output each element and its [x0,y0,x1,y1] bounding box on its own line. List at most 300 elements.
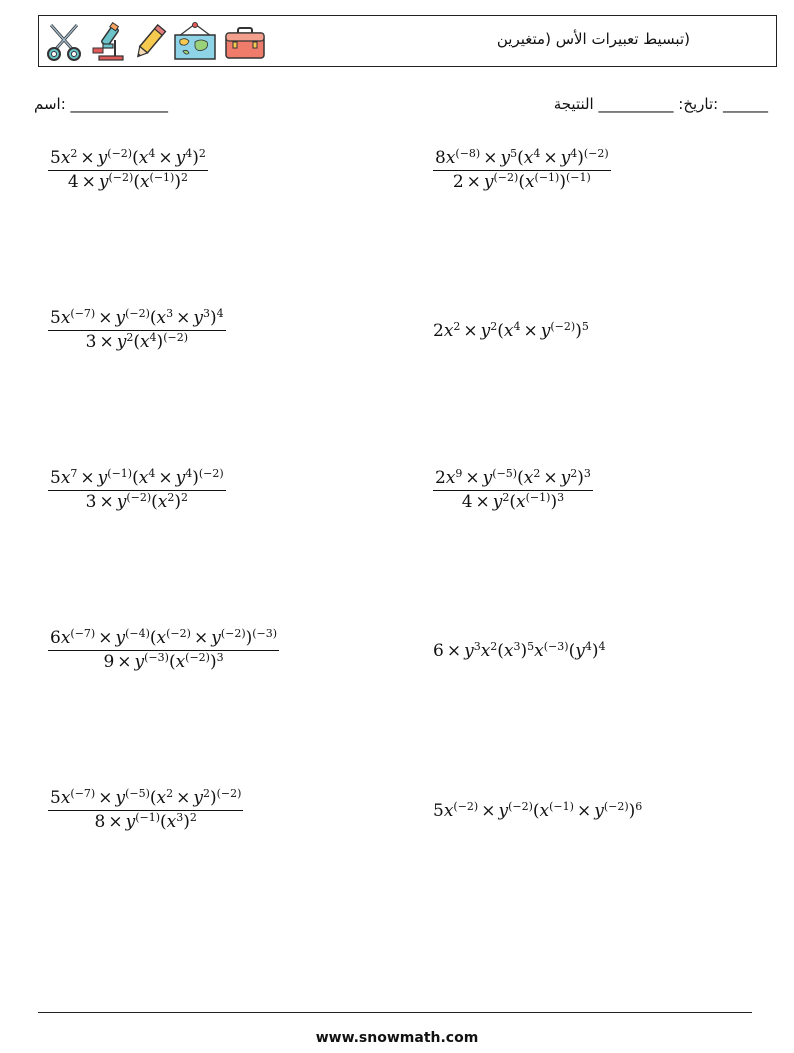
expression-term [169,652,210,672]
expression-term [210,652,224,672]
times-operator: × [158,468,173,488]
exponent: 2 [166,787,174,800]
exponent: 2 [189,811,197,824]
exponent: (−2) [583,147,609,160]
term-base: 9 [103,652,115,672]
term-base: (x [497,641,514,661]
expression-term [135,652,169,672]
expression-term [481,641,498,661]
expression-term [577,468,591,488]
term-base: 5x [50,308,71,328]
term-base: 2x [433,321,454,341]
expression-term [629,801,643,821]
term-base: ) [156,332,164,352]
exponent: 2 [490,640,498,653]
expression-term [509,492,550,512]
expression-term [435,148,480,168]
exponent: (−2) [108,171,134,184]
expression-term [183,812,197,832]
term-base: (x [518,172,535,192]
exponent: (−2) [107,147,133,160]
exponent: 2 [533,467,541,480]
expression-term [481,321,498,341]
expression-term [518,172,559,192]
numerator [433,147,611,171]
expression-term [453,172,464,192]
exponent: 4 [185,147,193,160]
exponent: 4 [149,331,157,344]
exponent: (−7) [70,307,96,320]
exponent: 2 [70,147,78,160]
exponent: (−2) [126,491,152,504]
term-base: (x [517,148,534,168]
fraction [48,307,226,352]
footer-divider [38,1012,752,1013]
term-base: y [464,641,474,661]
times-operator: × [99,492,114,512]
term-base: (x [168,652,186,672]
exponent: (−7) [70,787,96,800]
exponent: (−2) [220,627,246,640]
term-base: y [480,321,491,341]
term-base: (x [132,468,149,488]
expression-term [497,321,520,341]
term-base: y [483,172,494,192]
term-base: y [482,468,493,488]
exponent: (−3) [252,627,278,640]
term-base: ) [550,492,558,512]
numerator [48,627,279,651]
term-base: y [594,801,604,821]
exponent: (−4) [125,627,150,640]
expression-term [246,628,277,648]
times-operator: × [98,308,113,328]
term-base: ) [559,172,566,192]
term-base: 3 [85,332,97,352]
fraction [48,147,208,192]
term-base: y [115,308,126,328]
times-operator: × [108,812,123,832]
expression-term [533,801,574,821]
exponent: (−2) [198,467,224,480]
term-base: (x [132,148,149,168]
exponent: 7 [70,467,78,480]
problem-expression [433,641,605,661]
exponent: 2 [570,467,578,480]
exponent: (−3) [543,640,569,653]
expression-term [103,652,114,672]
date-score-label: ______ :تاريخ: __________ النتيجة [553,95,768,113]
term-base: (x [509,492,526,512]
times-operator: × [523,321,538,341]
expression-term [117,492,151,512]
term-base: 2 [452,172,464,192]
term-base: (x [497,321,514,341]
exponent: 2 [181,171,188,184]
expression-term [50,308,95,328]
expression-term [592,641,606,661]
scissors-icon [45,22,83,62]
numerator [48,467,226,491]
term-base: ) [183,812,190,832]
term-base: 4 [67,172,79,192]
times-operator: × [81,172,96,192]
expression-term [462,492,473,512]
exponent: 4 [185,467,193,480]
term-base: ) [210,788,217,808]
expression-term [176,148,193,168]
expression-term [541,321,575,341]
exponent: (−3) [144,651,169,664]
term-base: y [97,148,108,168]
exponent: 3 [216,651,224,664]
term-base: y [498,801,509,821]
exponent: 2 [453,320,461,333]
term-base: y [115,788,126,808]
expression-term [483,468,517,488]
expression-term [559,172,590,192]
term-base: (x [133,172,150,192]
exponent: 4 [533,147,541,160]
times-operator: × [463,321,478,341]
expression-term [484,172,518,192]
exponent: (−2) [185,651,210,664]
expression-term [133,172,174,192]
expression-term [517,468,540,488]
exponent: (−8) [455,147,481,160]
exponent: (−1) [135,811,161,824]
exponent: 4 [570,147,578,160]
times-operator: × [80,468,95,488]
term-base: x [534,641,544,661]
term-base: y [540,321,551,341]
term-base: (x [149,788,167,808]
expression-term [500,148,517,168]
expression-term [99,172,133,192]
numerator [48,787,243,811]
term-base: ) [591,641,599,661]
numerator [48,147,208,171]
expression-term [192,148,206,168]
term-base: 6 [433,641,444,661]
exponent: 3 [557,491,565,504]
problem-10 [433,800,643,821]
expression-term [98,148,132,168]
expression-term [126,812,160,832]
expression-term [50,628,95,648]
expression-term [498,801,532,821]
exponent: 5 [527,640,535,653]
problem-expression [433,321,589,341]
expression-term [98,468,132,488]
exponent: (−2) [550,320,576,333]
times-operator: × [158,148,173,168]
term-base: 5 [50,148,61,168]
fraction [48,467,226,512]
denominator [48,331,226,351]
expression-term [160,812,183,832]
expression-term [150,308,173,328]
term-base: (x [149,308,167,328]
exponent: (−1) [534,171,560,184]
expression-term [157,332,188,352]
term-base: 5x [50,468,71,488]
expression-term [534,641,568,661]
times-operator: × [475,492,490,512]
expression-term [493,492,510,512]
exponent: (−2) [453,800,479,813]
expression-term [550,492,564,512]
expression-term [50,788,95,808]
exponent: (−1) [149,171,175,184]
term-base: (x [532,801,550,821]
exponent: 3 [166,307,174,320]
expression-term [117,332,134,352]
expression-term [464,641,481,661]
expression-term [433,801,478,821]
exponent: 2 [198,147,206,160]
worksheet-header [38,15,777,67]
term-base: ) [174,492,181,512]
term-base: y [125,812,136,832]
expression-term [95,812,106,832]
times-operator: × [576,801,592,821]
denominator [433,171,611,191]
term-base: 8 [94,812,106,832]
term-base: 6x [50,628,71,648]
term-base: ) [209,652,217,672]
problem-9 [48,787,243,832]
term-base: ) [628,801,636,821]
exponent: (−5) [492,467,518,480]
term-base: 8x [435,148,456,168]
term-base: (y [568,641,585,661]
exponent: (−1) [549,800,574,813]
expression-term [193,308,210,328]
denominator [48,811,243,831]
expression-term [61,148,78,168]
term-base: ) [577,468,584,488]
times-operator: × [98,628,113,648]
briefcase-icon [223,22,267,62]
problem-3 [48,307,226,352]
term-base: y [116,492,127,512]
problem-7 [48,627,279,672]
expression-term [517,148,540,168]
expression-term [132,148,155,168]
expression-term [569,641,592,661]
exponent: (−7) [70,627,96,640]
microscope-icon [89,22,127,62]
term-base: (x [160,812,177,832]
exponent: 2 [490,320,498,333]
expression-term [68,172,79,192]
times-operator: × [483,148,498,168]
expression-term [433,321,460,341]
fraction [433,147,611,192]
term-base: ) [192,468,199,488]
expression-term [86,492,97,512]
times-operator: × [99,332,114,352]
expression-term [150,628,191,648]
denominator [48,491,226,511]
problem-expression [433,801,642,821]
times-operator: × [80,148,95,168]
expression-term [210,308,224,328]
term-base: y [500,148,511,168]
problem-1 [48,147,208,192]
term-base: x [60,148,71,168]
expression-term [192,468,223,488]
term-base: 5x [50,788,71,808]
denominator [433,491,593,511]
exponent: 4 [148,467,156,480]
term-base: y [492,492,503,512]
term-base: 5x [433,801,454,821]
expression-term [575,321,589,341]
problem-8 [433,640,606,661]
footer-url: www.snowmath.com [315,1030,479,1046]
term-base: x [480,641,491,661]
pencil-icon [133,22,167,62]
expression-term [151,492,174,512]
fraction [433,467,593,512]
times-operator: × [543,148,558,168]
expression-term [433,641,444,661]
term-base: ) [245,628,253,648]
problem-2 [433,147,611,192]
term-base: y [193,788,203,808]
term-base: y [134,652,145,672]
exponent: 4 [598,640,606,653]
times-operator: × [98,788,113,808]
fraction [48,627,279,672]
term-base: y [115,628,126,648]
term-base: 3 [85,492,97,512]
expression-term [210,788,241,808]
term-base: (x [151,492,168,512]
exponent: (−2) [163,331,188,344]
expression-term [176,468,193,488]
exponent: (−2) [508,800,533,813]
times-operator: × [193,628,209,648]
exponent: (−2) [216,787,242,800]
term-base: 4 [461,492,473,512]
term-base: 2x [435,468,456,488]
times-operator: × [117,652,132,672]
term-base: ) [192,148,199,168]
expression-term [115,628,149,648]
exponent: 4 [148,147,156,160]
exponent: (−1) [525,491,551,504]
exponent: 3 [203,307,210,320]
exponent: (−2) [166,627,191,640]
expression-term [174,492,188,512]
term-base: (x [149,628,167,648]
expression-term [150,788,173,808]
problem-5 [48,467,226,512]
denominator [48,171,208,191]
exponent: 9 [455,467,463,480]
numerator [433,467,593,491]
exponent: 2 [502,491,510,504]
times-operator: × [466,172,481,192]
exponent: 2 [126,331,134,344]
exponent: (−2) [493,171,519,184]
expression-term [115,308,149,328]
expression-term [577,148,608,168]
exponent: 3 [583,467,591,480]
numerator [48,307,226,331]
exponent: 3 [176,811,184,824]
exponent: 3 [513,640,521,653]
term-base: ) [210,308,217,328]
exponent: 2 [181,491,188,504]
times-operator: × [465,468,480,488]
term-base: ) [577,148,584,168]
exponent: 6 [635,800,643,813]
term-base: y [98,172,109,192]
exponent: 5 [581,320,589,333]
exponent: (−5) [125,787,150,800]
expression-term [497,641,520,661]
exponent: (−2) [125,307,150,320]
expression-term [561,468,578,488]
times-operator: × [481,801,496,821]
term-base: ) [174,172,181,192]
expression-term [50,148,61,168]
term-base: (x [133,332,150,352]
expression-term [115,788,149,808]
problem-6 [433,467,593,512]
name-field-label: _____________ :اسم [34,95,169,113]
fraction [48,787,243,832]
term-base: y [97,468,108,488]
times-operator: × [176,788,191,808]
exponent: 3 [473,640,481,653]
term-base: (x [517,468,534,488]
expression-term [50,468,77,488]
term-base: y [211,628,221,648]
expression-term [521,641,535,661]
expression-term [594,801,628,821]
expression-term [435,468,462,488]
expression-term [211,628,245,648]
exponent: 4 [584,640,592,653]
exponent: (−1) [107,467,133,480]
worksheet-title: (تبسيط تعبيرات الأس (متغيرين [496,30,690,48]
problem-4 [433,320,589,341]
term-base: ) [520,641,528,661]
exponent: (−1) [566,171,591,184]
exponent: 4 [216,307,224,320]
term-base: y [175,148,186,168]
term-base: y [560,468,571,488]
term-base: y [560,148,571,168]
times-operator: × [543,468,558,488]
term-base: y [116,332,127,352]
exponent: 4 [513,320,521,333]
term-base: ) [575,321,582,341]
expression-term [174,172,188,192]
exponent: 5 [510,147,518,160]
times-operator: × [176,308,191,328]
exponent: (−2) [603,800,629,813]
term-base: y [193,308,203,328]
term-base: y [175,468,186,488]
expression-term [86,332,97,352]
exponent: 2 [203,787,210,800]
